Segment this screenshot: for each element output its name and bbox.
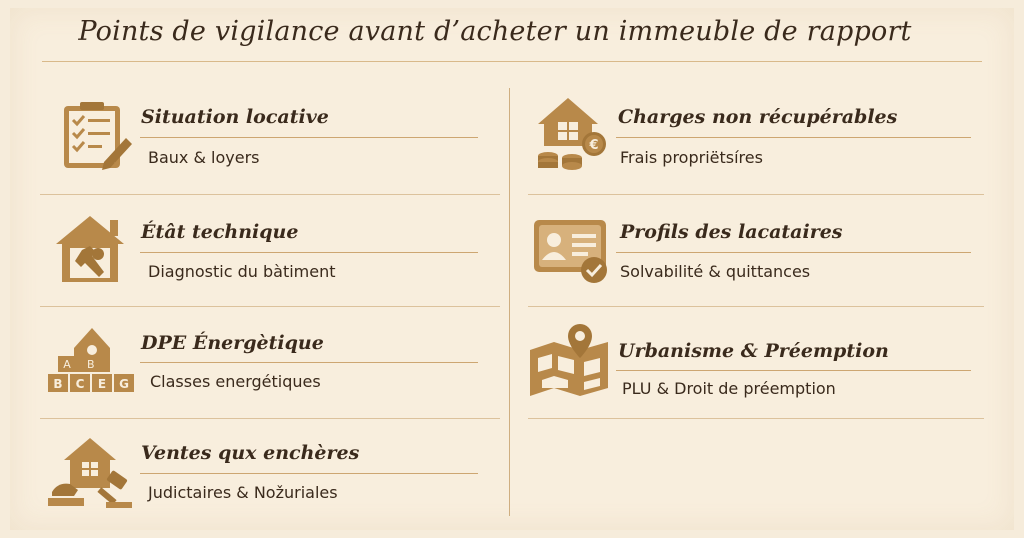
id-card-check-icon (532, 216, 614, 292)
item-subtitle: PLU & Droit de préemption (622, 379, 836, 398)
row-separator (40, 194, 500, 195)
map-pin-icon (528, 322, 610, 398)
item-title: Profils des lacataires (620, 221, 843, 243)
item-title: DPE Énergètique (141, 332, 324, 354)
item-underline (616, 252, 971, 253)
energy-blocks-icon (46, 322, 128, 398)
item-subtitle: Diagnostic du bàtiment (148, 262, 336, 281)
svg-text:E: E (97, 377, 107, 391)
row-separator (528, 418, 984, 419)
column-divider (509, 88, 510, 516)
item-title: Situation locative (141, 106, 329, 128)
item-subtitle: Solvabilité & quittances (620, 262, 811, 281)
row-separator (40, 306, 500, 307)
item-subtitle: Classes energétiques (150, 372, 321, 391)
item-subtitle: Baux & loyers (148, 148, 260, 167)
item-title: Ventes qux enchères (141, 442, 360, 464)
svg-text:G: G (119, 377, 129, 391)
svg-text:B: B (87, 358, 95, 371)
item-underline (140, 473, 478, 474)
row-separator (528, 194, 984, 195)
house-wrench-icon (52, 210, 134, 286)
item-underline (140, 252, 478, 253)
item-underline (616, 370, 971, 371)
svg-text:€: € (589, 138, 599, 153)
svg-text:C: C (75, 377, 85, 391)
svg-text:B: B (53, 377, 63, 391)
item-subtitle: Judictaires & Nožuriales (148, 483, 338, 502)
auction-house-icon (46, 432, 128, 508)
item-title: Urbanisme & Préemption (618, 340, 889, 362)
checklist-pen-icon (58, 100, 140, 176)
item-title: Étât technique (141, 221, 299, 243)
item-underline (140, 362, 478, 363)
title-divider (42, 61, 982, 62)
item-subtitle: Frais propriëtsíres (620, 148, 763, 167)
house-euro-coins-icon (534, 94, 616, 170)
item-underline (140, 137, 478, 138)
svg-text:A: A (63, 358, 71, 371)
item-title: Charges non récupérables (618, 106, 898, 128)
page-title: Points de vigilance avant d’acheter un immeuble de rapport (78, 16, 912, 47)
row-separator (40, 418, 500, 419)
row-separator (528, 306, 984, 307)
item-underline (616, 137, 971, 138)
